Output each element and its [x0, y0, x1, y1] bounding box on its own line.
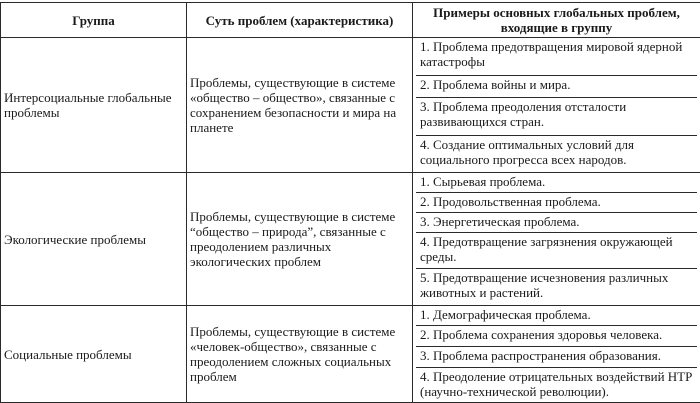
examples-cell: [413, 306, 700, 403]
table-row: [1, 306, 700, 403]
table-row: [1, 173, 700, 306]
header-essence: Суть проблем (характеристика): [187, 3, 413, 38]
essence-cell: Проблемы, существующие в системе «общество – общество», связанные с сохранением безопасности и мира на планете: [187, 38, 413, 173]
global-problems-table: [0, 2, 700, 403]
essence-cell: Проблемы, существующие в системе “общество – природа”, связанные с преодолением различных экологических проблем: [187, 173, 413, 306]
header-examples: Примеры основных глобальных проблем, входящие в группу: [413, 3, 700, 38]
header-group: Группа: [1, 3, 187, 38]
example-item: 4. Преодоление отрицательных воздействий НТР (научно-технической революции).: [416, 368, 697, 402]
examples-list: [416, 38, 697, 172]
table-header-row: [1, 3, 700, 38]
table-row: [1, 38, 700, 173]
example-item: 2. Проблема сохранения здоровья человека.: [416, 326, 697, 347]
example-item: 3. Проблема преодоления отсталости развивающихся стран.: [416, 98, 697, 136]
examples-list: [416, 173, 697, 305]
example-item: 2. Продовольственная проблема.: [416, 193, 697, 213]
example-item: 4. Создание оптимальных условий для социального прогресса всех народов.: [416, 136, 697, 172]
example-item: 3. Энергетическая проблема.: [416, 213, 697, 233]
example-item: 1. Демографическая проблема.: [416, 306, 697, 326]
example-item: 3. Проблема распространения образования.: [416, 347, 697, 368]
example-item: 1. Проблема предотвращения мировой ядерной катастрофы: [416, 38, 697, 76]
example-item: 4. Предотвращение загрязнения окружающей среды.: [416, 233, 697, 269]
example-item: 2. Проблема войны и мира.: [416, 76, 697, 98]
group-cell: Социальные проблемы: [1, 306, 187, 403]
essence-cell: Проблемы, существующие в системе «человек-общество», связанные с преодолением сложных социальных проблем: [187, 306, 413, 403]
example-item: 1. Сырьевая проблема.: [416, 173, 697, 193]
examples-cell: [413, 38, 700, 173]
group-cell: Интерсоциальные глобальные проблемы: [1, 38, 187, 173]
examples-list: [416, 306, 697, 402]
group-cell: Экологические проблемы: [1, 173, 187, 306]
example-item: 5. Предотвращение исчезновения различных животных и растений.: [416, 269, 697, 305]
examples-cell: [413, 173, 700, 306]
